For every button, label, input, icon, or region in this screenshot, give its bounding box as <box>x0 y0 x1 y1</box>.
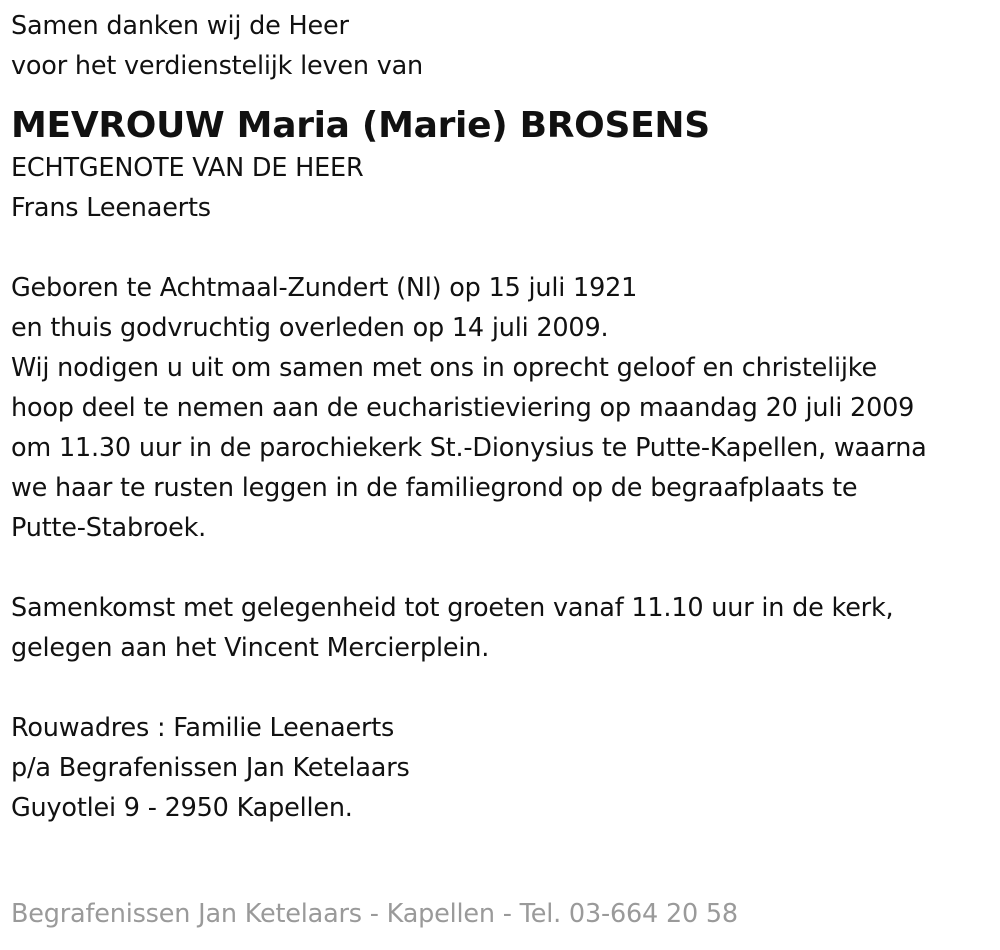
address-line: Guyotlei 9 - 2950 Kapellen. <box>11 793 353 823</box>
body-line: Putte-Stabroek. <box>11 513 207 543</box>
gathering-block <box>11 588 1000 668</box>
intro-line: Samen danken wij de Heer <box>11 11 349 41</box>
address-block <box>11 708 1000 828</box>
address-line: Rouwadres : Familie Leenaerts <box>11 713 395 743</box>
gathering-line: Samenkomst met gelegenheid tot groeten vanaf 11.10 uur in de kerk, <box>11 593 894 623</box>
body-line: Wij nodigen u uit om samen met ons in oprecht geloof en christelijke <box>11 353 877 383</box>
body-line: hoop deel te nemen aan de eucharistieviering op maandag 20 juli 2009 <box>11 393 915 423</box>
relation-line: ECHTGENOTE VAN DE HEER <box>11 153 364 183</box>
intro-block <box>11 6 1000 86</box>
relation-block <box>11 148 1000 228</box>
spacer <box>11 548 1000 588</box>
spacer <box>11 228 1000 268</box>
gathering-line: gelegen aan het Vincent Mercierplein. <box>11 633 490 663</box>
funeral-home-footer: Begrafenissen Jan Ketelaars - Kapellen - Tel. 03-664 20 58 <box>11 899 738 929</box>
body-line: om 11.30 uur in de parochiekerk St.-Dionysius te Putte-Kapellen, waarna <box>11 433 927 463</box>
body-line: Geboren te Achtmaal-Zundert (Nl) op 15 juli 1921 <box>11 273 638 303</box>
body-line: en thuis godvruchtig overleden op 14 juli 2009. <box>11 313 609 343</box>
body-line: we haar te rusten leggen in de familiegrond op de begraafplaats te <box>11 473 858 503</box>
spacer <box>11 668 1000 708</box>
spouse-name: Frans Leenaerts <box>11 193 211 223</box>
address-line: p/a Begrafenissen Jan Ketelaars <box>11 753 410 783</box>
intro-line: voor het verdienstelijk leven van <box>11 51 423 81</box>
body-block <box>11 268 1000 548</box>
deceased-name: MEVROUW Maria (Marie) BROSENS <box>11 105 710 146</box>
